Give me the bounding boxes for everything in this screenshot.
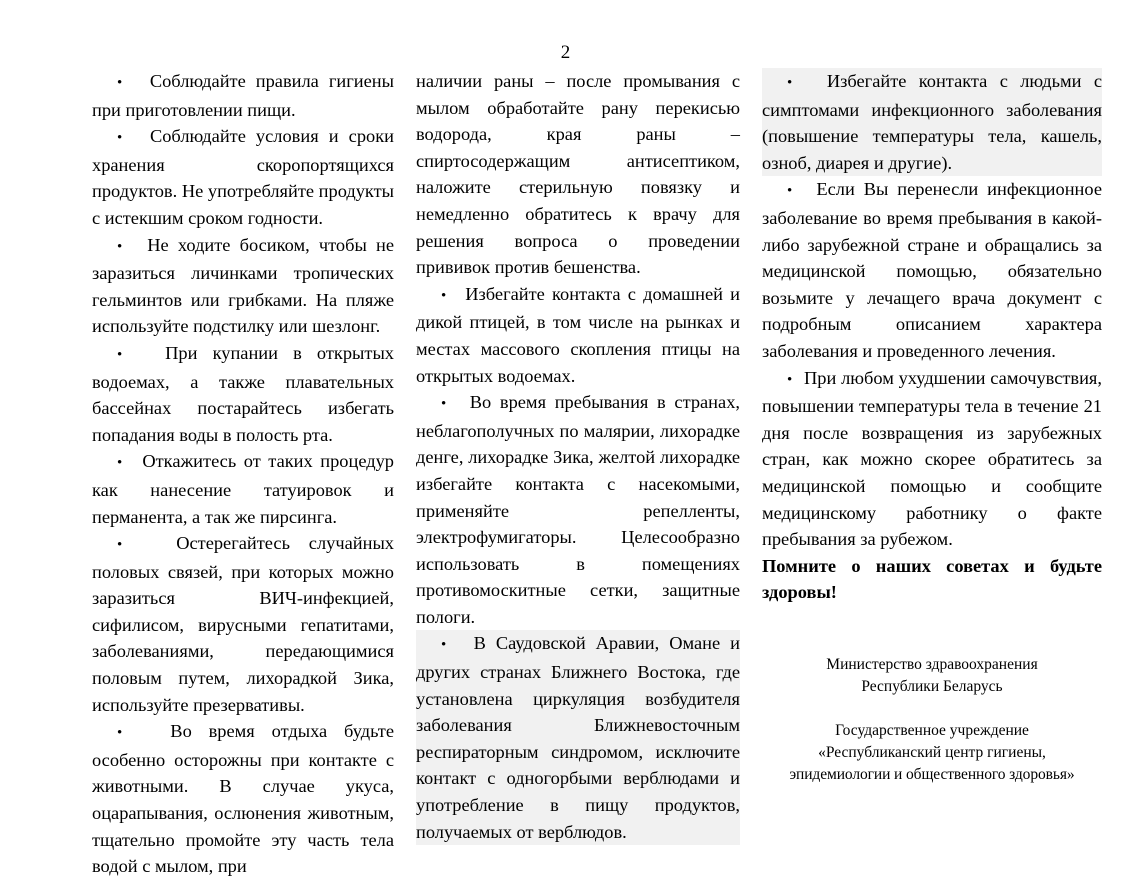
list-item: • Если Вы перенесли инфекционное заболевание во время пребывания в какой-либо зарубежной стране и обращались за медицинской помощью, обязательно возьмите у лечащего врача документ с подробным описанием характера заболевания и проведенного лечения. [762,176,1102,364]
closing-statement: Помните о наших советах и будьте здоровы! [762,555,1102,603]
ministry-line-1: Министерство здравоохранения [826,655,1038,673]
list-item: • Во время пребывания в странах, неблагополучных по малярии, лихорадке денге, лихорадке Зика, желтой лихорадке избегайте контакта с насекомыми, применяйте репелленты, электрофумигаторы. Целесообразно использовать в помещениях противомоскитные сетки, защитные пологи. [416,389,740,630]
list-item: • Соблюдайте правила гигиены при приготовлении пищи. [92,68,394,123]
footer-credits [762,654,1102,786]
column-right [762,68,1102,786]
list-item: • При любом ухудшении самочувствия, повышении температуры тела в течение 21 дня после возвращения из зарубежных стран, как можно скорее обратитесь за медицинской помощью и сообщите медицинскому работнику о факте пребывания за рубежом. [762,365,1102,553]
institution-line-1: Государственное учреждение [835,721,1029,739]
list-item: • Не ходите босиком, чтобы не заразиться личинками тропических гельминтов или грибками. На пляже используйте подстилку или шезлонг. [92,232,394,340]
list-item: • Откажитесь от таких процедур как нанесение татуировок и перманента, а так же пирсинга. [92,448,394,530]
ministry-line-2: Республики Беларусь [861,677,1003,695]
list-item: • Во время отдыха будьте особенно осторожны при контакте с животными. В случае укуса, оцарапывания, ослюнения животным, тщательно промойте эту часть тела водой с мылом, при [92,718,394,880]
footer-spacer [762,698,1102,720]
institution-line-3: эпидемиологии и общественного здоровья» [789,765,1075,783]
page-number: 2 [560,42,571,63]
list-item: • Остерегайтесь случайных половых связей, при которых можно заразиться ВИЧ-инфекцией, сифилисом, вирусными гепатитами, заболеваниями, передающимися половым путем, лихорадкой Зика, используйте презервативы. [92,530,394,718]
three-column-body [92,68,1102,877]
list-item-highlighted: • В Саудовской Аравии, Омане и других странах Ближнего Востока, где установлена циркуляция возбудителя заболевания Ближневосточным респираторным синдромом, исключите контакт с одногорбыми верблюдами и употребление в пищу продуктов, получаемых от верблюдов. [416,630,740,845]
list-item: • При купании в открытых водоемах, а также плавательных бассейнах постарайтесь избегать попадания воды в полость рта. [92,340,394,448]
list-item: • Соблюдайте условия и сроки хранения скоропортящихся продуктов. Не употребляйте продукты с истекшим сроком годности. [92,123,394,231]
list-item: • Избегайте контакта с домашней и дикой птицей, в том числе на рынках и местах массового скопления птицы на открытых водоемах. [416,281,740,389]
column-left [92,68,394,880]
column-middle [416,68,740,845]
institution-line-2: «Республиканский центр гигиены, [818,743,1046,761]
paragraph-continuation: наличии раны – после промывания с мылом обработайте рану перекисью водорода, края раны – спиртосодержащим антисептиком, наложите стерильную повязку и немедленно обратитесь к врачу для решения вопроса о проведении прививок против бешенства. [416,71,740,278]
list-item-highlighted: • Избегайте контакта с людьми с симптомами инфекционного заболевания (повышение температуры тела, кашель, озноб, диарея и другие). [762,68,1102,176]
